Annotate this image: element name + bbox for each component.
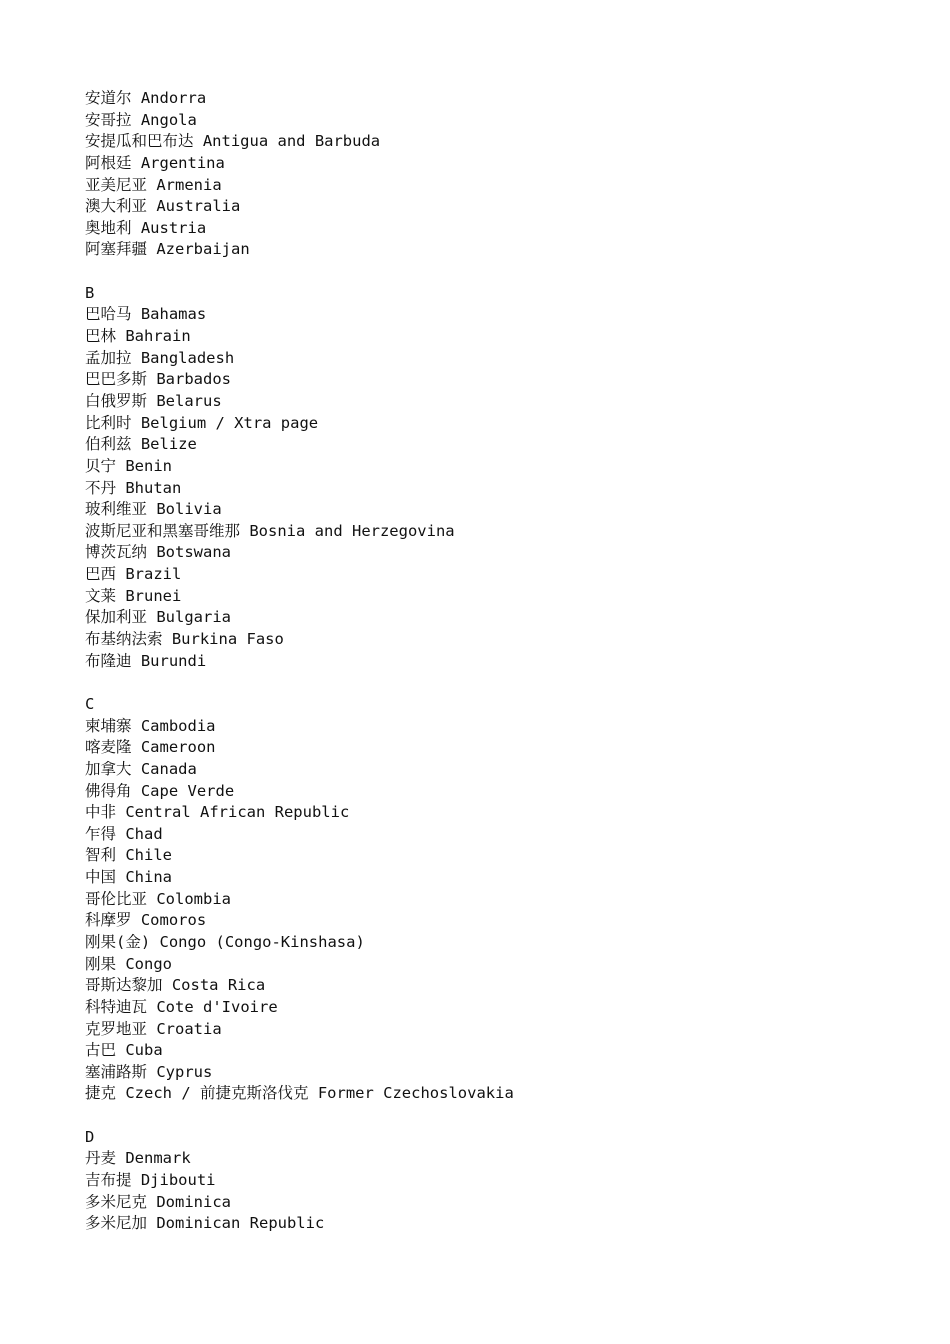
list-item: 文莱 Brunei — [85, 586, 182, 605]
list-item: 克罗地亚 Croatia — [85, 1019, 222, 1038]
list-item: 塞浦路斯 Cyprus — [85, 1062, 213, 1081]
list-item: 哥斯达黎加 Costa Rica — [85, 976, 266, 995]
list-item: 喀麦隆 Cameroon — [85, 738, 216, 757]
list-item: 奥地利 Austria — [85, 218, 207, 237]
list-item: 巴巴多斯 Barbados — [85, 370, 231, 389]
list-item: 玻利维亚 Bolivia — [85, 500, 222, 519]
list-item: 亚美尼亚 Armenia — [85, 175, 222, 194]
list-item: 伯利兹 Belize — [85, 435, 197, 454]
list-item: 古巴 Cuba — [85, 1041, 163, 1060]
list-item: 安道尔 Andorra — [85, 89, 207, 107]
list-item: 波斯尼亚和黑塞哥维那 Bosnia and Herzegovina — [85, 521, 455, 540]
list-item: 智利 Chile — [85, 846, 172, 865]
list-item: 科摩罗 Comoros — [85, 911, 207, 930]
list-item: 比利时 Belgium / Xtra page — [85, 413, 319, 432]
section-c — [85, 694, 925, 1105]
list-item: 阿根廷 Argentina — [85, 153, 225, 172]
list-item: 博茨瓦纳 Botswana — [85, 543, 231, 562]
list-item: 科特迪瓦 Cote d'Ivoire — [85, 997, 278, 1016]
list-item: 柬埔寨 Cambodia — [85, 716, 216, 735]
list-item: 布隆迪 Burundi — [85, 651, 207, 670]
list-item: 孟加拉 Bangladesh — [85, 348, 235, 367]
list-item: 乍得 Chad — [85, 824, 163, 843]
list-item: 捷克 Czech / 前捷克斯洛伐克 Former Czechoslovakia — [85, 1084, 514, 1103]
list-item: 多米尼克 Dominica — [85, 1192, 231, 1211]
list-item: 阿塞拜疆 Azerbaijan — [85, 240, 250, 259]
section-a — [85, 88, 925, 261]
section-letter-heading: C — [85, 694, 95, 713]
list-item: 白俄罗斯 Belarus — [85, 391, 222, 410]
list-item: 安提瓜和巴布达 Antigua and Barbuda — [85, 132, 381, 151]
list-item: 吉布提 Djibouti — [85, 1171, 216, 1190]
list-item: 中国 China — [85, 868, 172, 887]
list-item: 佛得角 Cape Verde — [85, 781, 235, 800]
list-item: 刚果(金) Congo (Congo-Kinshasa) — [85, 932, 365, 951]
list-item: 巴西 Brazil — [85, 565, 182, 584]
list-item: 中非 Central African Republic — [85, 803, 350, 822]
list-item: 巴林 Bahrain — [85, 327, 191, 346]
list-item: 丹麦 Denmark — [85, 1149, 191, 1168]
list-item: 布基纳法索 Burkina Faso — [85, 630, 284, 649]
section-letter-heading: B — [85, 283, 95, 302]
list-item: 安哥拉 Angola — [85, 110, 197, 129]
section-b — [85, 283, 925, 673]
section-letter-heading: D — [85, 1127, 95, 1146]
list-item: 贝宁 Benin — [85, 456, 172, 475]
list-item: 保加利亚 Bulgaria — [85, 608, 231, 627]
country-list-page — [85, 88, 925, 1235]
list-item: 澳大利亚 Australia — [85, 197, 241, 216]
list-item: 刚果 Congo — [85, 954, 172, 973]
section-d — [85, 1127, 925, 1235]
list-item: 哥伦比亚 Colombia — [85, 889, 231, 908]
list-item: 加拿大 Canada — [85, 759, 197, 778]
list-item: 多米尼加 Dominican Republic — [85, 1214, 325, 1233]
list-item: 巴哈马 Bahamas — [85, 305, 207, 324]
list-item: 不丹 Bhutan — [85, 478, 182, 497]
